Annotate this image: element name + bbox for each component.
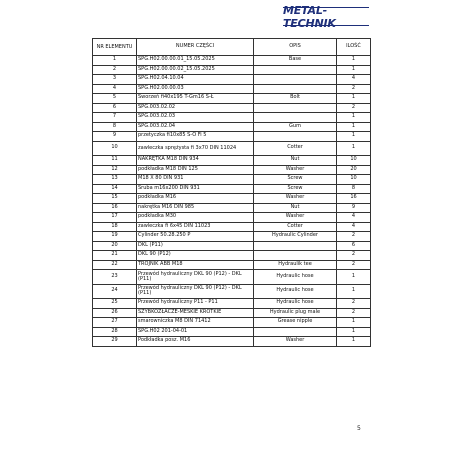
cell-description: Cotter — [254, 141, 337, 156]
cell-quantity: 1 — [337, 270, 371, 285]
table-row — [93, 260, 371, 270]
cell-quantity: 2 — [337, 232, 371, 242]
table-row — [93, 56, 371, 66]
table-row — [93, 84, 371, 94]
cell-description: Washer — [254, 194, 337, 204]
cell-part-number: zawleczka sprężysta fi 3x70 DIN 11024 — [137, 141, 254, 156]
cell-nr: 6 — [93, 103, 137, 113]
company-logo — [283, 3, 369, 30]
table-row — [93, 203, 371, 213]
cell-nr: 4 — [93, 84, 137, 94]
cell-quantity: 2 — [337, 308, 371, 318]
table-row — [93, 251, 371, 261]
cell-quantity: 1 — [337, 65, 371, 75]
cell-nr: 24 — [93, 284, 137, 299]
cell-quantity: 6 — [337, 241, 371, 251]
table-row — [93, 141, 371, 156]
cell-nr: 9 — [93, 132, 137, 142]
cell-nr: 29 — [93, 337, 137, 347]
cell-part-number: SPG.H02.00.00.02_15.05.2025 — [137, 65, 254, 75]
cell-nr: 2 — [93, 65, 137, 75]
cell-nr: 11 — [93, 156, 137, 166]
table-row — [93, 165, 371, 175]
table-row — [93, 270, 371, 285]
cell-part-number: M18 X 80 DIN 931 — [137, 175, 254, 185]
logo-text: METAL-TECHNIK — [283, 3, 336, 30]
cell-description — [254, 75, 337, 85]
cell-nr: 7 — [93, 113, 137, 123]
cell-part-number: zawleczka fi 6x45 DIN 11023 — [137, 222, 254, 232]
cell-quantity: 10 — [337, 156, 371, 166]
cell-part-number: Przewód hydrauliczny P11 - P11 — [137, 299, 254, 309]
cell-quantity: 16 — [337, 194, 371, 204]
cell-quantity: 2 — [337, 251, 371, 261]
cell-quantity: 1 — [337, 327, 371, 337]
cell-description — [254, 84, 337, 94]
header-name: NUMER CZĘŚCI — [137, 39, 254, 56]
table-row — [93, 75, 371, 85]
cell-quantity: 1 — [337, 56, 371, 66]
cell-part-number: SPG.H02.04.10.04 — [137, 75, 254, 85]
cell-part-number: Przewód hydrauliczny DKL 90 (P12) - DKL (P11) — [137, 284, 254, 299]
cell-description: Hydraulic hose — [254, 299, 337, 309]
cell-nr: 13 — [93, 175, 137, 185]
cell-quantity: 2 — [337, 260, 371, 270]
parts-table — [92, 38, 371, 347]
cell-nr: 25 — [93, 299, 137, 309]
table-row — [93, 156, 371, 166]
cell-part-number: SPG.H02.00.00.03 — [137, 84, 254, 94]
cell-part-number: DKL (P11) — [137, 241, 254, 251]
cell-nr: 5 — [93, 94, 137, 104]
cell-description: Washer — [254, 213, 337, 223]
table-row — [93, 318, 371, 328]
table-row — [93, 132, 371, 142]
cell-quantity: 1 — [337, 284, 371, 299]
cell-description — [254, 241, 337, 251]
cell-part-number: DKL 90 (P12) — [137, 251, 254, 261]
table-row — [93, 241, 371, 251]
cell-description: Grease nipple — [254, 318, 337, 328]
cell-description: Nut — [254, 156, 337, 166]
cell-part-number: SPG.H02 201-04-01 — [137, 327, 254, 337]
cell-quantity: 4 — [337, 213, 371, 223]
cell-part-number: Sworzeń fi40x195 T-Gm16 S-Ł — [137, 94, 254, 104]
cell-part-number: TRÓJNIK ABB M18 — [137, 260, 254, 270]
cell-part-number: podkładka M16 — [137, 194, 254, 204]
cell-description: Hydraulic Cylinder — [254, 232, 337, 242]
cell-part-number: Śruba m16x200 DIN 931 — [137, 184, 254, 194]
cell-description: Washer — [254, 165, 337, 175]
cell-quantity: 20 — [337, 165, 371, 175]
cell-description — [254, 251, 337, 261]
cell-description: Cotter — [254, 222, 337, 232]
table-row — [93, 232, 371, 242]
cell-description: Hydraulik tee — [254, 260, 337, 270]
cell-description: Hydraulic hose — [254, 270, 337, 285]
cell-nr: 16 — [93, 203, 137, 213]
cell-quantity: 1 — [337, 113, 371, 123]
cell-quantity: 1 — [337, 337, 371, 347]
cell-nr: 12 — [93, 165, 137, 175]
cell-quantity: 4 — [337, 75, 371, 85]
cell-part-number: smarowniczka M8 DIN 71412 — [137, 318, 254, 328]
cell-description: Washer — [254, 337, 337, 347]
cell-quantity: 10 — [337, 175, 371, 185]
cell-description: Bolt — [254, 94, 337, 104]
table-row — [93, 175, 371, 185]
cell-part-number: SPG.003.02.03 — [137, 113, 254, 123]
cell-part-number: SPG.003.02.04 — [137, 122, 254, 132]
cell-nr: 3 — [93, 75, 137, 85]
table-row — [93, 122, 371, 132]
cell-quantity: 1 — [337, 122, 371, 132]
cell-part-number: Przewód hydrauliczny DKL 90 (P12) - DKL (P11) — [137, 270, 254, 285]
cell-quantity: 8 — [337, 184, 371, 194]
table-row — [93, 222, 371, 232]
cell-description: Hydraulic hose — [254, 284, 337, 299]
cell-nr: 17 — [93, 213, 137, 223]
table-row — [93, 327, 371, 337]
table-row — [93, 299, 371, 309]
cell-part-number: SPG.003.02.02 — [137, 103, 254, 113]
cell-quantity: 1 — [337, 141, 371, 156]
cell-description — [254, 132, 337, 142]
cell-description: Screw — [254, 184, 337, 194]
cell-description: Base — [254, 56, 337, 66]
cell-description — [254, 327, 337, 337]
cell-description — [254, 103, 337, 113]
cell-nr: 26 — [93, 308, 137, 318]
cell-part-number: nakrętka M16 DIN 985 — [137, 203, 254, 213]
table-row — [93, 103, 371, 113]
cell-quantity: 4 — [337, 222, 371, 232]
table-row — [93, 284, 371, 299]
table-row — [93, 65, 371, 75]
cell-nr: 21 — [93, 251, 137, 261]
cell-description: Gum — [254, 122, 337, 132]
cell-part-number: SZYBKOZŁACZE-MESKIE KROTKIE — [137, 308, 254, 318]
cell-quantity: 1 — [337, 318, 371, 328]
cell-quantity: 9 — [337, 203, 371, 213]
cell-part-number: NAKRĘTKA M18 DIN 934 — [137, 156, 254, 166]
cell-description — [254, 65, 337, 75]
cell-quantity: 2 — [337, 103, 371, 113]
cell-quantity: 1 — [337, 94, 371, 104]
cell-quantity: 2 — [337, 299, 371, 309]
cell-nr: 23 — [93, 270, 137, 285]
header-opis: OPIS — [254, 39, 337, 56]
cell-nr: 19 — [93, 232, 137, 242]
cell-nr: 18 — [93, 222, 137, 232]
cell-nr: 27 — [93, 318, 137, 328]
page-number: 5 — [357, 425, 361, 432]
cell-description: Screw — [254, 175, 337, 185]
cell-nr: 14 — [93, 184, 137, 194]
cell-nr: 22 — [93, 260, 137, 270]
cell-part-number: podkładka M18 DIN 125 — [137, 165, 254, 175]
cell-part-number: Cylinder 50.28.250 P — [137, 232, 254, 242]
header-nr: NR ELEMENTU — [93, 39, 137, 56]
cell-quantity: 1 — [337, 132, 371, 142]
header-ilosc: ILOŚĆ — [337, 39, 371, 56]
table-row — [93, 184, 371, 194]
table-row — [93, 194, 371, 204]
cell-description: Hydraulic plug male — [254, 308, 337, 318]
cell-part-number: przetyczka fi10x85 S-O Fi 5 — [137, 132, 254, 142]
table-row — [93, 308, 371, 318]
cell-nr: 10 — [93, 141, 137, 156]
cell-nr: 20 — [93, 241, 137, 251]
table-row — [93, 337, 371, 347]
cell-nr: 28 — [93, 327, 137, 337]
cell-nr: 15 — [93, 194, 137, 204]
cell-description — [254, 113, 337, 123]
cell-nr: 1 — [93, 56, 137, 66]
table-row — [93, 213, 371, 223]
cell-part-number: Podkładka posz. M16 — [137, 337, 254, 347]
parts-table-body — [93, 56, 371, 347]
cell-quantity: 2 — [337, 84, 371, 94]
table-row — [93, 113, 371, 123]
cell-nr: 8 — [93, 122, 137, 132]
table-row — [93, 94, 371, 104]
table-header-row — [93, 39, 371, 56]
cell-part-number: podkładka M30 — [137, 213, 254, 223]
cell-description: Nut — [254, 203, 337, 213]
cell-part-number: SPG.H02.00.00.01_15.05.2025 — [137, 56, 254, 66]
